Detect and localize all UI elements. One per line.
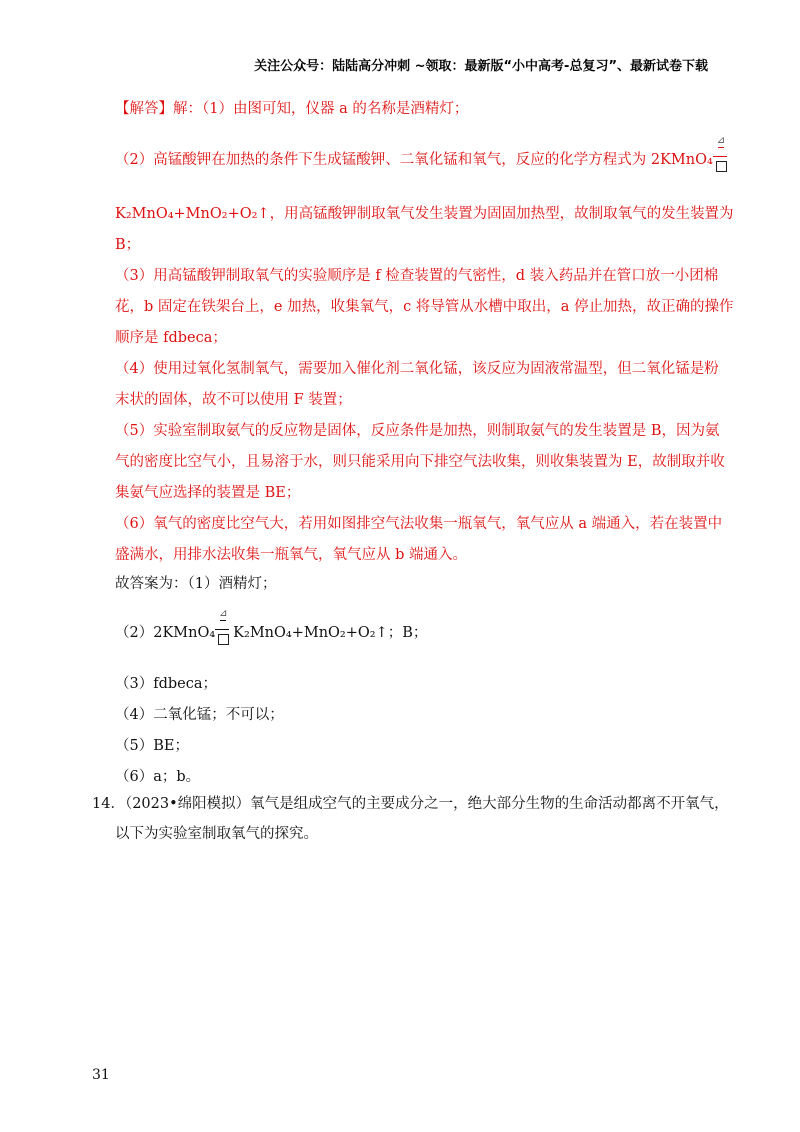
answer-line-3: K₂MnO₄+MnO₂+O₂↑，用高锰酸钾制取氧气发生装置为固固加热型，故制取氧气的发生装置为 [115,206,734,222]
question-14-line-1: 14．（2023•绵阳模拟）氧气是组成空气的主要成分之一，绝大部分生物的生命活动都离不开氧气， [92,796,729,812]
answer-line-4: B； [115,237,141,253]
heating-condition-symbol: ⊿ [215,623,233,637]
answer-line-12: 集氨气应选择的装置是 BE； [115,485,301,501]
page-header: 关注公众号：陆陆高分冲刺 ~领取：最新版“小中高考-总复习”、最新试卷下载 [254,59,708,74]
answer-line-9: 末状的固体，故不可以使用 F 装置； [115,392,352,408]
final-answer-6: （6）a；b。 [115,769,201,785]
answer-line-11: 气的密度比空气小，且易溶于水，则只能采用向下排空气法收集，则收集装置为 E，故制取并收 [115,454,725,470]
answer-line-10: （5）实验室制取氨气的反应物是固体，反应条件是加热，则制取氨气的发生装置是 B，因为氨 [115,423,720,439]
page-number: 31 [92,1067,110,1083]
heating-condition-symbol: ⊿ [713,150,731,164]
final-answer-title: 故答案为：（1）酒精灯； [115,576,277,592]
answer-line-6: 花，b 固定在铁架台上，e 加热，收集氧气，c 将导管从水槽中取出，a 停止加热，故正确的操作 [115,299,734,315]
final-answer-2-left: （2）2KMnO₄ [115,625,216,641]
answer-line-5: （3）用高锰酸钾制取氧气的实验顺序是 f 检查装置的气密性，d 装入药品并在管口放一小团棉 [115,268,719,284]
answer-line-1: 【解答】解：（1）由图可知，仪器 a 的名称是酒精灯； [115,101,469,117]
answer-line-8: （4）使用过氧化氢制氧气，需要加入催化剂二氧化锰，该反应为固液常温型，但二氧化锰是粉 [115,361,719,377]
final-answer-2-right: K₂MnO₄+MnO₂+O₂↑；B； [233,625,428,641]
final-answer-4: （4）二氧化锰；不可以； [115,707,284,723]
answer-line-14: 盛满水，用排水法收集一瓶氧气，氧气应从 b 端通入。 [115,547,467,563]
answer-line-13: （6）氧气的密度比空气大，若用如图排空气法收集一瓶氧气，氧气应从 a 端通入，若在装置中 [115,516,723,532]
final-answer-2 [115,608,428,642]
answer-line-2 [115,135,731,169]
answer-line-7: 顺序是 fdbeca； [115,330,227,346]
answer-line-2-text: （2）高锰酸钾在加热的条件下生成锰酸钾、二氧化锰和氧气，反应的化学方程式为 2KMnO₄ [115,152,713,168]
final-answer-3: （3）fdbeca； [115,676,218,692]
question-14-line-2: 以下为实验室制取氧气的探究。 [115,826,318,842]
final-answer-5: （5）BE； [115,738,189,754]
